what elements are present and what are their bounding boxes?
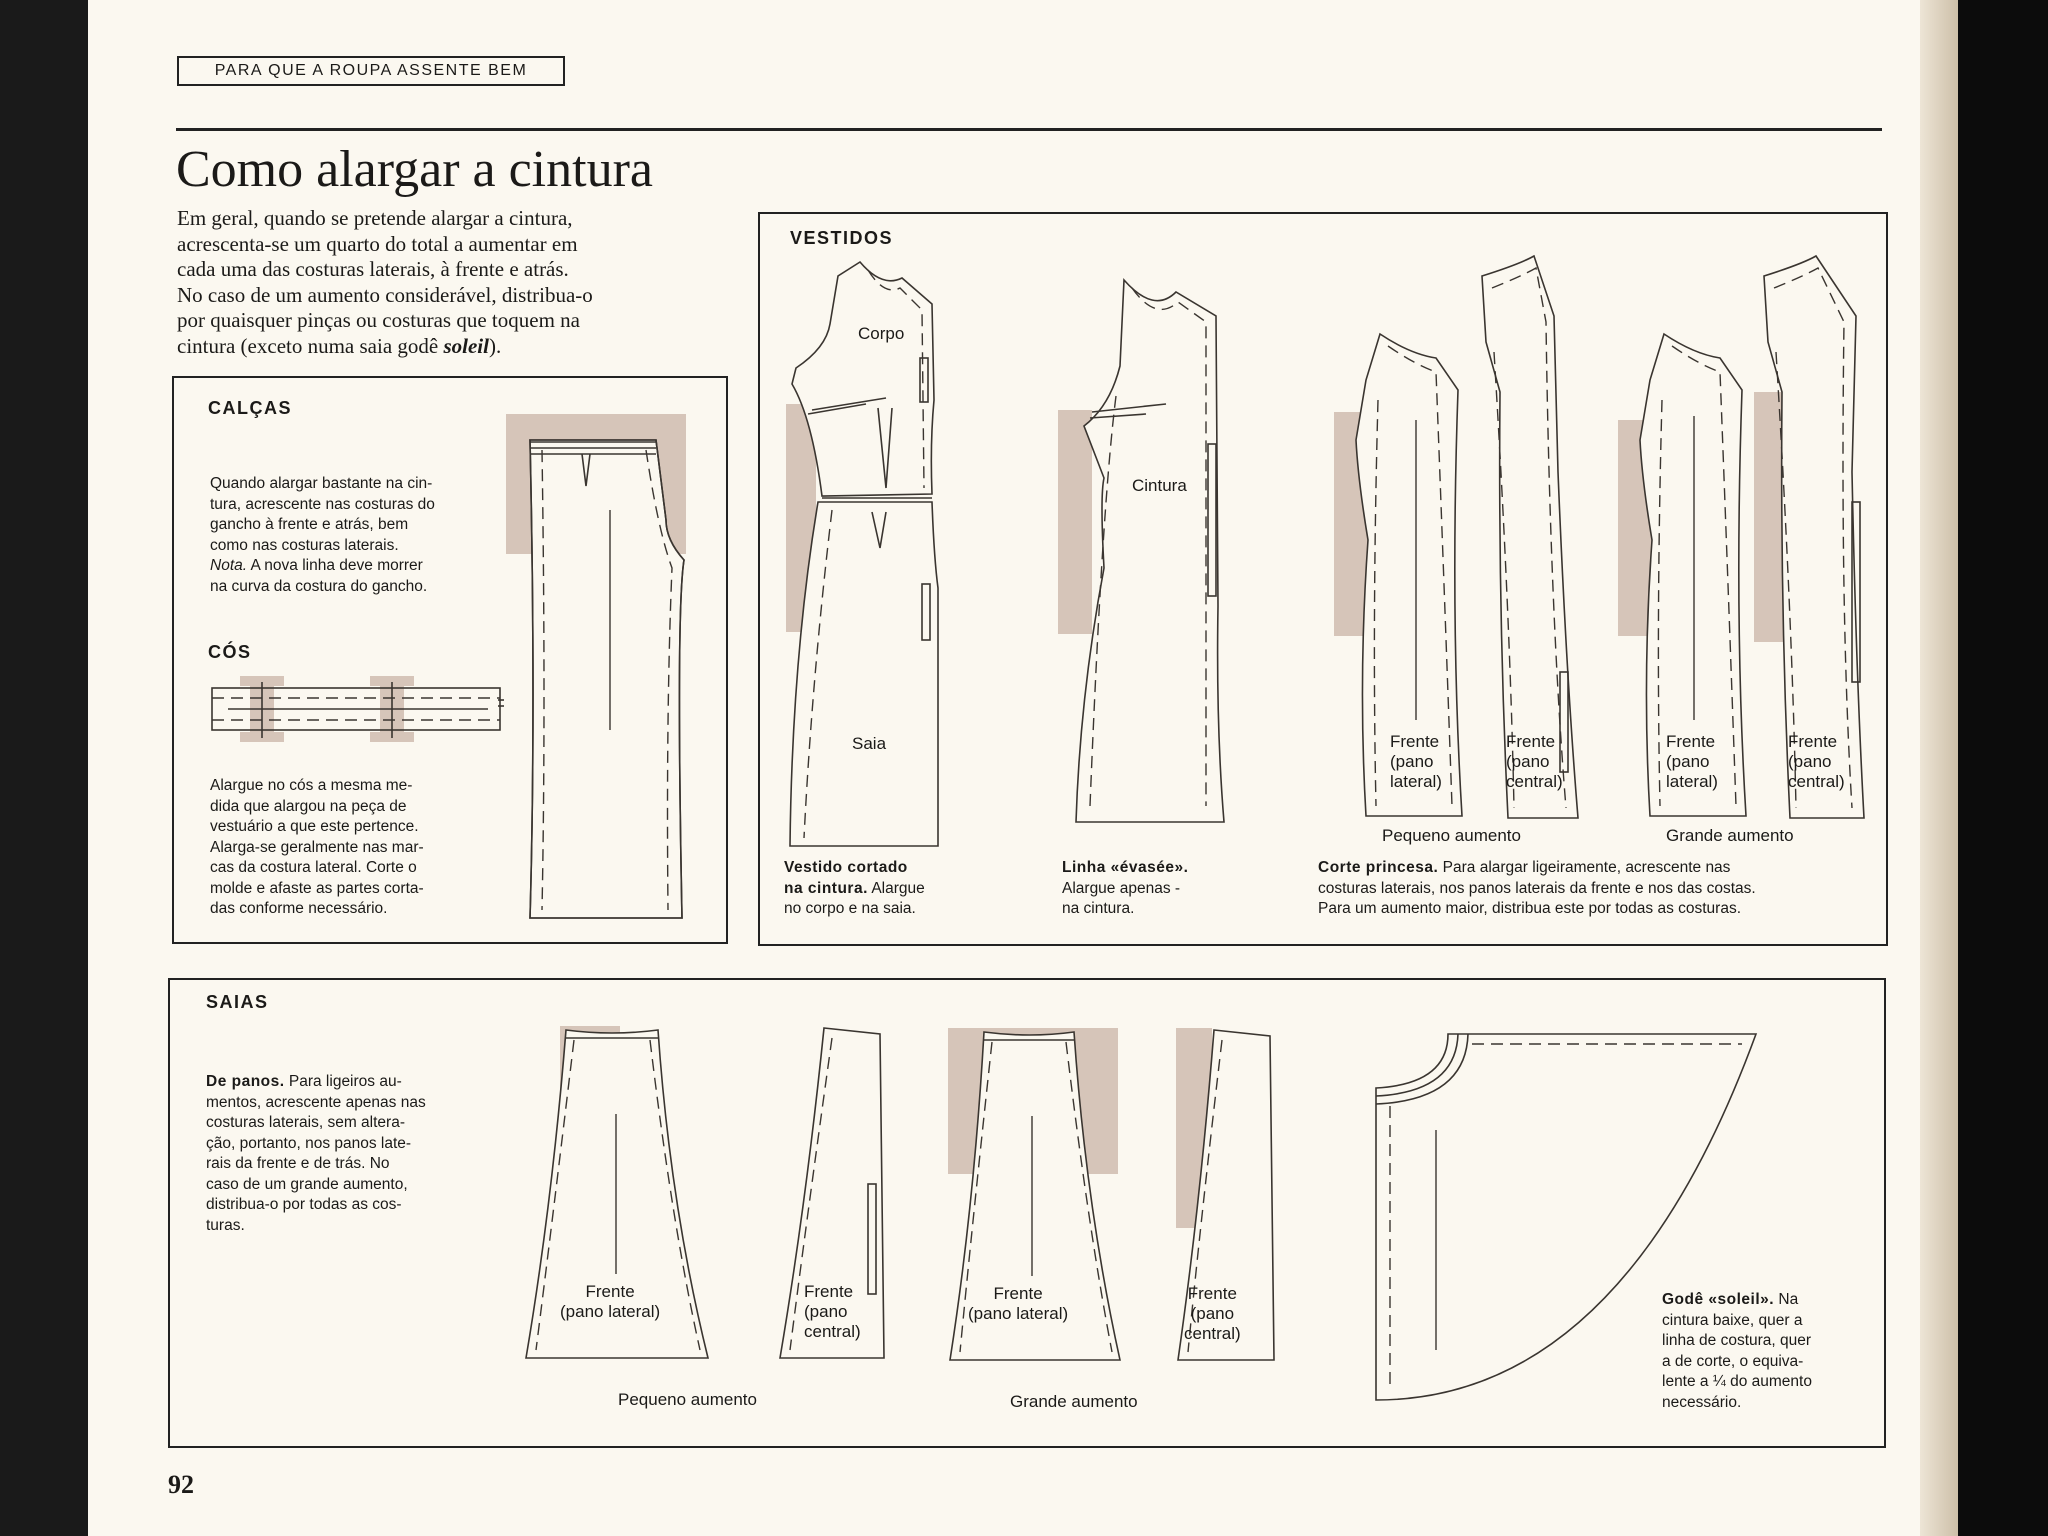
caption-corte-princesa [1318, 858, 1878, 920]
vestidos-heading: VESTIDOS [790, 228, 894, 248]
calcas-line: como nas costuras laterais. [210, 536, 399, 554]
cos-line: Alarga-se geralmente nas mar- [210, 838, 424, 856]
caption-pequeno-aumento-saias: Pequeno aumento [618, 1390, 757, 1409]
caption-bold: na cintura. [784, 879, 868, 897]
saias-line: mentos, acrescente apenas nas [206, 1093, 426, 1111]
intro-line: Em geral, quando se pretende alargar a cintura, [177, 206, 573, 230]
label-line: (pano [1190, 1304, 1235, 1323]
label-saia-frente-central-pequeno [804, 1282, 861, 1342]
label-frente-central-pequeno [1506, 732, 1563, 792]
intro-line: No caso de um aumento considerável, distribua-o [177, 282, 593, 307]
caption-line: Para um aumento maior, distribua este por todas as costuras. [1318, 900, 1742, 917]
intro-paragraph [177, 206, 717, 360]
label-line: Frente [1506, 732, 1556, 751]
cos-text [210, 776, 490, 920]
label-corpo: Corpo [858, 324, 905, 343]
cos-line: dida que alargou na peça de [210, 797, 407, 815]
dress-cut-at-waist-pattern [782, 258, 952, 850]
label-frente-lateral-pequeno [1390, 732, 1442, 792]
intro-line: cada uma das costuras laterais, à frente e atrás. [177, 257, 569, 282]
cos-line: vestuário a que este pertence. [210, 818, 419, 835]
gode-bold: Godê «soleil». [1662, 1291, 1775, 1308]
intro-italic-word: soleil [443, 333, 489, 358]
label-line: central) [1184, 1324, 1241, 1343]
saias-panos-bold: De panos. [206, 1073, 285, 1090]
saias-line-text: Para ligeiros au- [284, 1073, 402, 1090]
gode-text: Na [1774, 1291, 1799, 1308]
caption-grande-aumento-saias: Grande aumento [1010, 1392, 1138, 1411]
calcas-heading: CALÇAS [208, 398, 292, 418]
caption-vestido-cortado [784, 858, 1004, 920]
saias-line [206, 1072, 476, 1093]
label-line: (pano lateral) [560, 1302, 661, 1321]
calcas-line: tura, acrescente nas costuras do [210, 495, 435, 513]
label-line: (pano [1666, 752, 1710, 771]
calcas-note-text: A nova linha deve morrer [247, 557, 423, 574]
saias-line: ção, portanto, nos panos late- [206, 1134, 412, 1152]
saias-line: turas. [206, 1216, 245, 1234]
caption-line [1318, 858, 1878, 879]
caption-line: costuras laterais, nos panos laterais da frente e nos das costas. [1318, 879, 1756, 897]
caption-line [784, 879, 1004, 900]
page-gutter-shadow [1920, 0, 1958, 1536]
label-line: lateral) [1666, 772, 1718, 791]
title-rule [176, 128, 1882, 131]
label-line: Frente [993, 1284, 1043, 1303]
saias-heading: SAIAS [206, 992, 269, 1012]
label-line: lateral) [1390, 772, 1442, 791]
label-saia: Saia [852, 734, 887, 753]
running-head: PARA QUE A ROUPA ASSENTE BEM [177, 56, 565, 86]
caption-bold: Linha «évasée». [1062, 859, 1189, 876]
caption-linha-evasee [1062, 858, 1282, 920]
caption-gode-soleil [1662, 1290, 1862, 1413]
label-frente-lateral-grande [1666, 732, 1718, 792]
saias-line: costuras laterais, sem altera- [206, 1114, 405, 1131]
caption-text: Alargue [867, 879, 925, 897]
page-title: Como alargar a cintura [176, 141, 653, 198]
calcas-note-label: Nota. [210, 557, 248, 574]
cos-line: molde e afaste as partes corta- [210, 879, 424, 897]
intro-line-text: cintura (exceto numa saia godê [177, 333, 444, 358]
calcas-note [210, 556, 500, 577]
saias-line: caso de um grande aumento, [206, 1175, 408, 1193]
gode-line: necessário. [1662, 1393, 1742, 1411]
calcas-line: Quando alargar bastante na cin- [210, 475, 433, 492]
label-frente-central-grande [1788, 732, 1845, 792]
caption-line: na cintura. [1062, 900, 1135, 917]
intro-line: por quaisquer pinças ou costuras que toquem na [177, 308, 580, 333]
label-line: (pano lateral) [968, 1304, 1069, 1323]
calcas-line: gancho à frente e atrás, bem [210, 516, 409, 533]
label-line: Frente [804, 1282, 854, 1301]
label-line: central) [1788, 772, 1845, 791]
dress-evasee-pattern [1054, 266, 1234, 826]
label-line: Frente [1666, 732, 1716, 751]
gode-line: linha de costura, quer [1662, 1332, 1812, 1349]
label-line: Frente [1187, 1284, 1237, 1303]
caption-line: Alargue apenas - [1062, 879, 1181, 897]
calcas-text [210, 474, 500, 597]
label-line: (pano [1390, 752, 1434, 771]
gode-line [1662, 1290, 1862, 1311]
calcas-note-line: na curva da costura do gancho. [210, 577, 428, 595]
intro-line: acrescenta-se um quarto do total a aumentar em [177, 231, 578, 256]
label-line: (pano [1506, 752, 1550, 771]
label-line: central) [804, 1322, 861, 1341]
cos-line: cas da costura lateral. Corte o [210, 859, 417, 876]
label-cintura: Cintura [1132, 476, 1187, 495]
caption-text: Para alargar ligeiramente, acrescente nas [1438, 859, 1731, 876]
saias-line: distribua-o por todas as cos- [206, 1196, 402, 1213]
background-edge [1958, 0, 2048, 1536]
cos-line: Alargue no cós a mesma me- [210, 777, 413, 794]
saias-panos-text [206, 1072, 476, 1236]
caption-bold: Corte princesa. [1318, 859, 1439, 876]
cos-line: das conforme necessário. [210, 900, 388, 917]
caption-bold: Vestido cortado [784, 859, 908, 876]
gode-line: lente a ¼ do aumento [1662, 1373, 1812, 1390]
label-line: Frente [1788, 732, 1838, 751]
gode-line: cintura baixe, quer a [1662, 1311, 1803, 1329]
trousers-pattern [506, 410, 696, 920]
waistband-pattern [208, 672, 508, 752]
saias-line: rais da frente e de trás. No [206, 1155, 390, 1172]
intro-closing: ). [488, 333, 502, 358]
caption-pequeno-aumento-vestidos: Pequeno aumento [1382, 826, 1521, 845]
label-saia-frente-lateral-grande [968, 1284, 1068, 1324]
cos-heading: CÓS [208, 642, 252, 662]
label-line: (pano [1788, 752, 1832, 771]
gode-line: a de corte, o equiva- [1662, 1352, 1804, 1370]
label-line: central) [1506, 772, 1563, 791]
label-saia-frente-lateral-pequeno [560, 1282, 660, 1322]
label-saia-frente-central-grande [1184, 1284, 1241, 1344]
caption-line: no corpo e na saia. [784, 900, 916, 917]
label-line: Frente [585, 1282, 635, 1301]
page-number: 92 [168, 1470, 194, 1499]
caption-grande-aumento-vestidos: Grande aumento [1666, 826, 1794, 845]
label-line: Frente [1390, 732, 1440, 751]
intro-line-last [177, 334, 717, 360]
label-line: (pano [804, 1302, 848, 1321]
